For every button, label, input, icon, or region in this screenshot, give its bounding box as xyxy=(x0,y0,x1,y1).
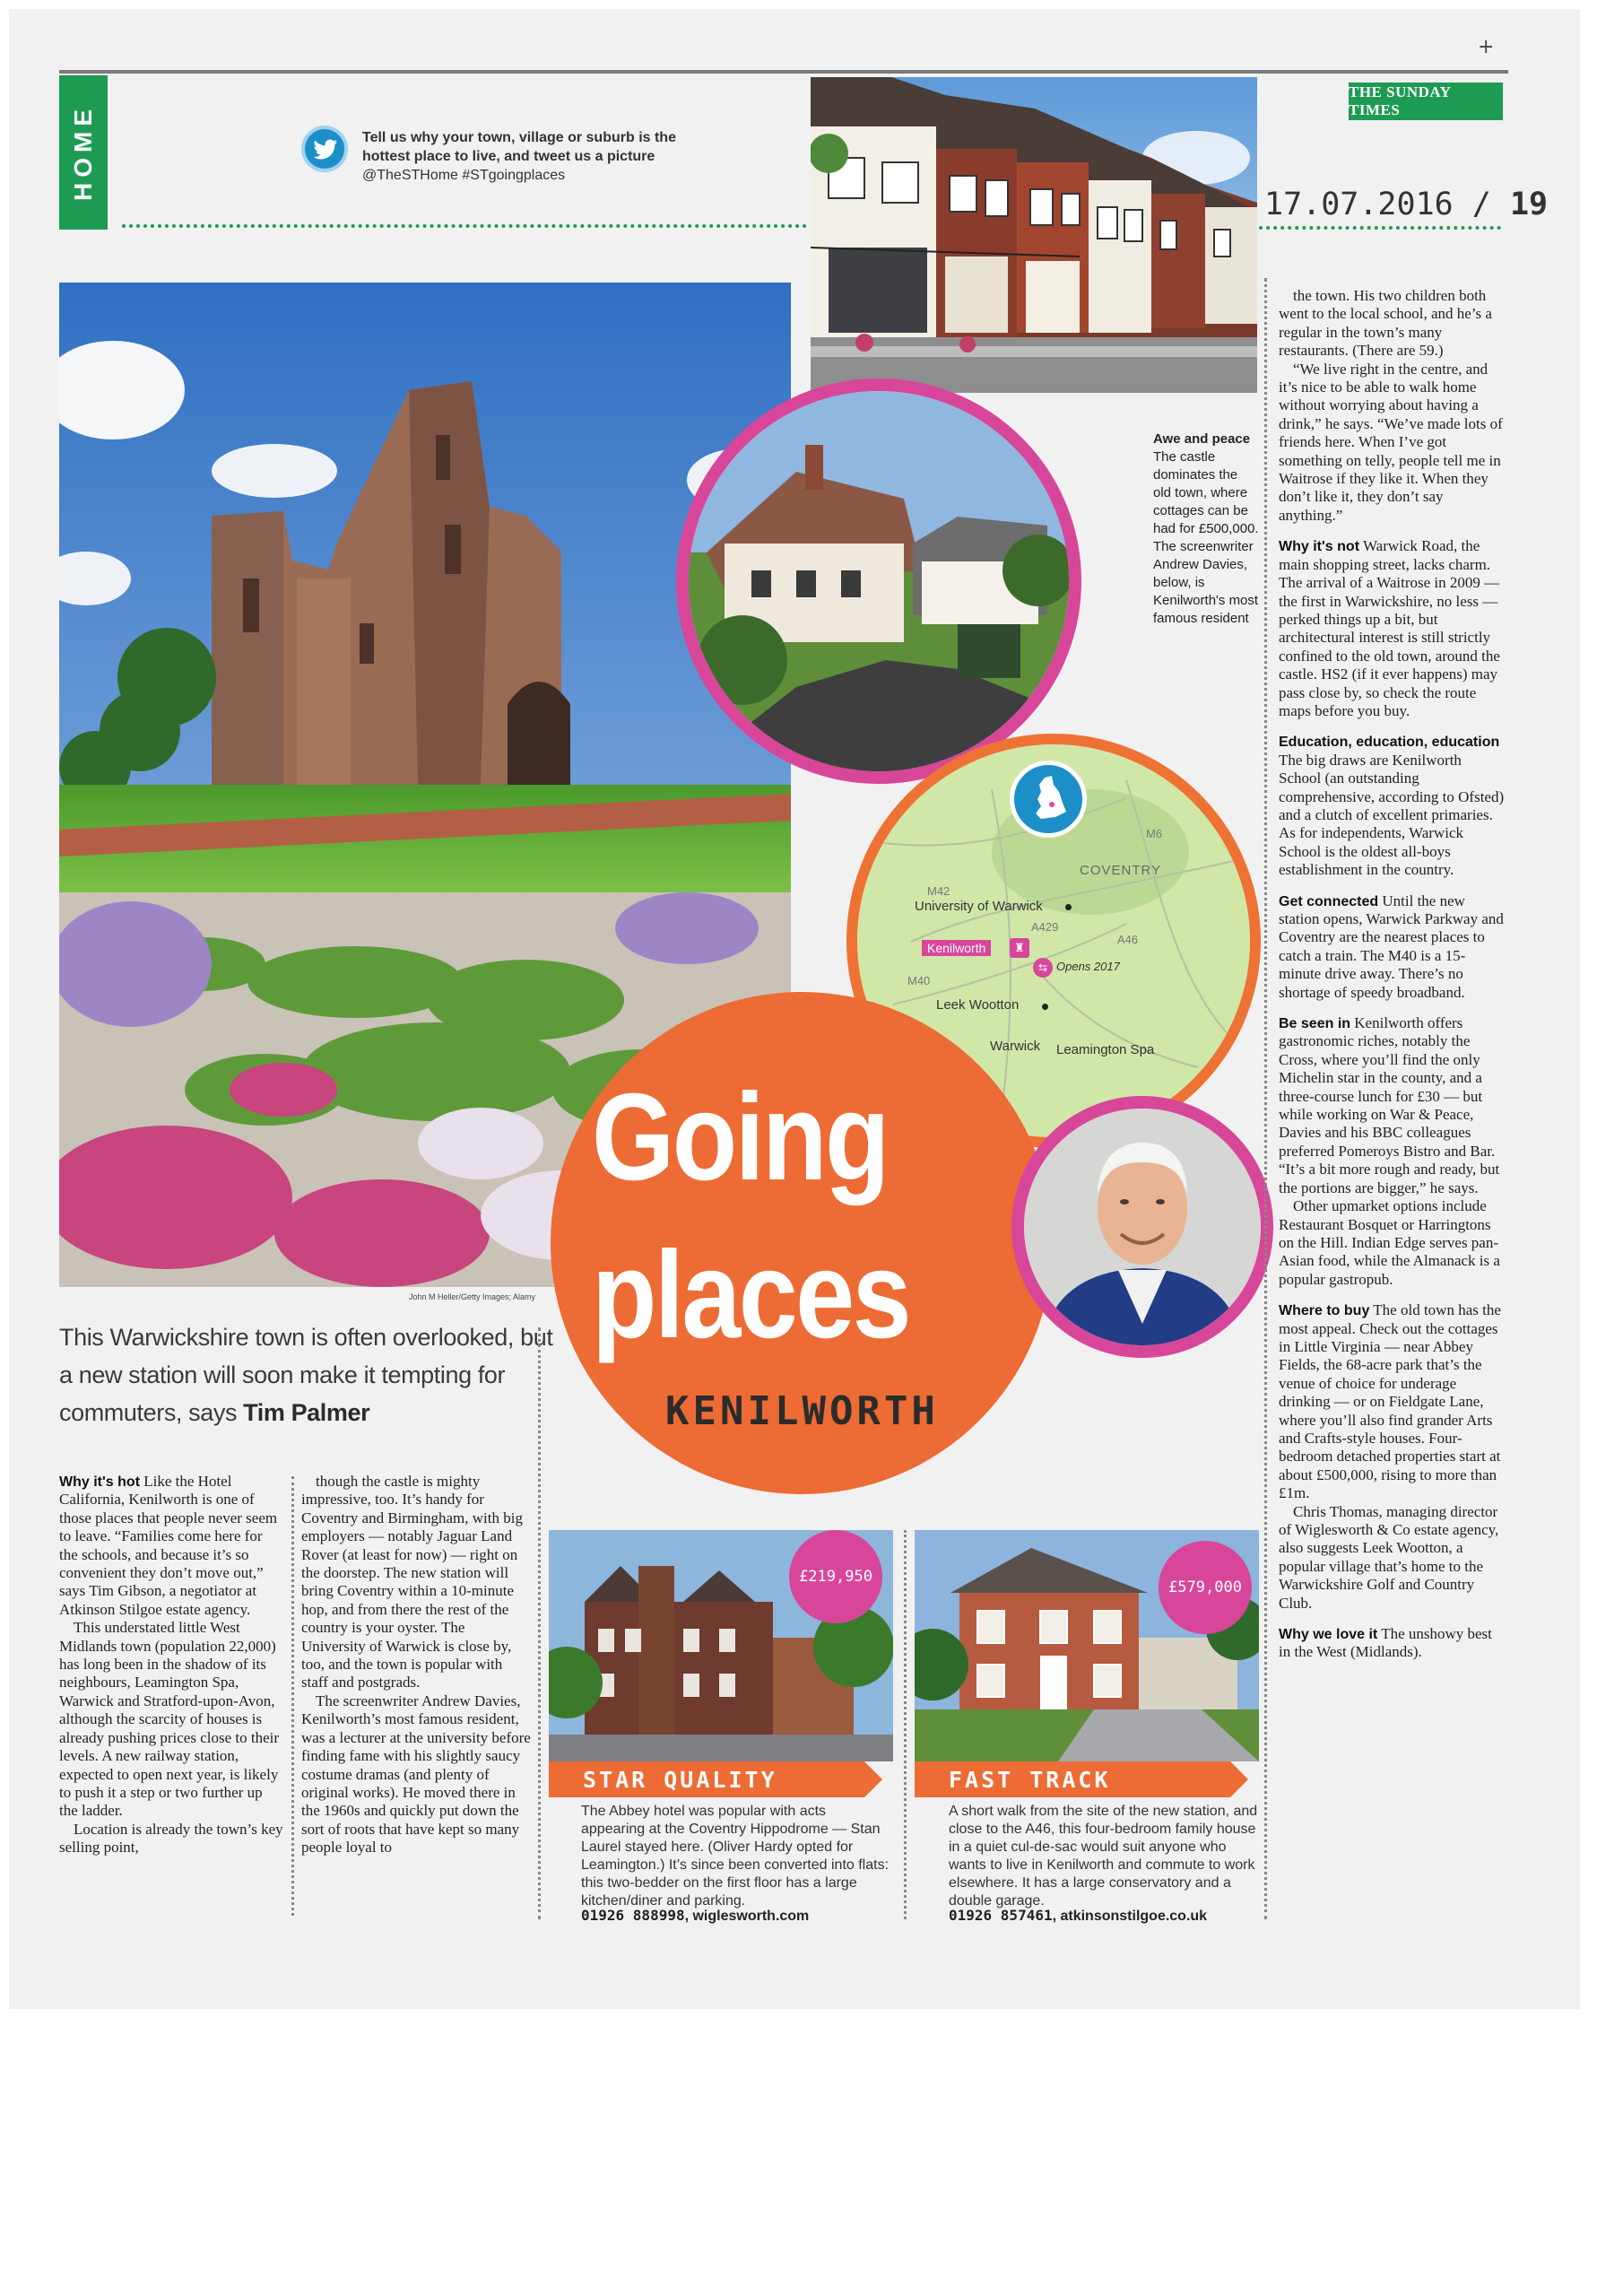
article-column-3 xyxy=(1279,287,1505,1662)
paragraph-label: Why we love it xyxy=(1279,1627,1378,1643)
leek-wootton-dot xyxy=(1042,1004,1048,1010)
paragraph-label: Education, education, education xyxy=(1279,735,1500,751)
map-label-kenilworth: Kenilworth xyxy=(922,940,991,956)
headline xyxy=(592,1058,1013,1374)
street-illustration xyxy=(811,77,1257,393)
uk-locator-icon xyxy=(1010,761,1087,838)
listing-description: A short walk from the site of the new station, and close to the A46, this four-bedroom family house in a quiet cul-de-sac would suit anyone who wants to live in Kenilworth and commute to work elsewhere. It has a large conservatory and a double garage. xyxy=(949,1804,1258,1909)
listing-website[interactable]: wiglesworth.com xyxy=(692,1909,810,1924)
listing-divider xyxy=(904,1530,907,1919)
paragraph-text: Warwick Road, the main shopping street, lacks charm. The arrival of a Waitrose in 2009 — the first in Warwickshire, no less — perked things up a bit, but architectural interest is still strictly confined to the old town, around the castle. HS2 (if it ever happens) may pass close by, so check the route maps before you buy. xyxy=(1279,537,1500,719)
article-paragraph xyxy=(1279,1014,1505,1197)
paragraph-text: The big draws are Kenilworth School (an outstanding comprehensive, according to Ofsted) and a clutch of excellent primaries. As for independents, Warwick School is the oldest all-boys establishment in the country. xyxy=(1279,751,1505,879)
section-tab-label: HOME xyxy=(69,104,97,201)
dotted-rule-right xyxy=(1259,226,1501,230)
listing-phone: 01926 857461 xyxy=(949,1907,1053,1924)
paragraph-text: This understated little West Midlands town (population 22,000) has long been in the shadow of its neighbours, Leamington Spa, Warwick and Stratford-upon-Avon, although the scarcity of houses is already pushing prices close to their levels. A new railway station, expected to open next year, is likely to push it a step or two further up the ladder. xyxy=(59,1619,280,1820)
byline: Tim Palmer xyxy=(243,1399,370,1426)
paragraph-label: Why it's not xyxy=(1279,539,1360,555)
listing-phone: 01926 888998 xyxy=(581,1907,685,1924)
photo-credit: John M Heller/Getty Images; Alamy xyxy=(409,1292,536,1301)
issue-separator: / xyxy=(1471,187,1491,222)
dotted-rule-left xyxy=(122,224,807,228)
uk-outline xyxy=(1014,765,1082,833)
railway-icon: ⇆ xyxy=(1033,958,1053,978)
article-paragraph xyxy=(1279,537,1505,720)
listing-contact: 01926 857461, atkinsonstilgoe.co.uk xyxy=(949,1907,1208,1924)
portrait-illustration xyxy=(1024,1109,1261,1345)
map-label-leamington: Leamington Spa xyxy=(1056,1042,1155,1057)
article-paragraph xyxy=(1279,1197,1505,1289)
caption-title: Awe and peace xyxy=(1153,431,1251,447)
paragraph-text: “We live right in the centre, and it’s nice to be able to walk home without worrying about having a drink,” he says. “We’ve made lots of friends here. When I’ve got something on telly, people tell me in Waitrose if they like it. When they don’t like it, they don’t say anything.” xyxy=(1279,360,1503,524)
article-paragraph xyxy=(1279,1625,1505,1662)
cottage-illustration xyxy=(689,391,1069,771)
paragraph-text: though the castle is mighty impressive, too. It’s handy for Coventry and Birmingham, with big employers — notably Jaguar Land Rover (at least for now) — right on the doorstep. The new station will bring Coventry within a 10-minute hop, and from there the rest of the country is your oyster. The University of Warwick is close by, too, and the town is popular with staff and postgrads. xyxy=(301,1473,523,1692)
photo-caption xyxy=(1153,430,1259,628)
headline-place: KENILWORTH xyxy=(665,1388,939,1434)
article-paragraph xyxy=(301,1692,531,1857)
column-divider-2 xyxy=(538,1327,541,1919)
tweet-prompt xyxy=(362,128,811,185)
street-photo xyxy=(811,77,1257,393)
article-paragraph xyxy=(59,1619,283,1820)
standfirst xyxy=(59,1318,561,1431)
paragraph-text: The old town has the most appeal. Check out the cottages in Little Virginia — near Abbey Fields, the 68-acre park that’s the venue of choice for underage drinking — or on Fieldgate Lane, where you’ll also find grander Arts and Crafts-style houses. Four-bedroom detached properties start at about £500,000, rising to more than £1m. xyxy=(1279,1301,1501,1502)
castle-icon: ♜ xyxy=(1010,938,1029,958)
paragraph-text: the town. His two children both went to the local school, and he’s a regular in the town’s many restaurants. (There are 59.) xyxy=(1279,287,1492,360)
listing-title-banner: FAST TRACK xyxy=(915,1761,1230,1797)
paragraph-text: Chris Thomas, managing director of Wiglesworth & Co estate agency, also suggests Leek Wootton, a popular village that’s home to the Warwickshire Golf and Country Club. xyxy=(1279,1502,1499,1612)
article-paragraph xyxy=(1279,892,1505,1002)
cottage-photo xyxy=(676,378,1081,784)
paragraph-text: Location is already the town’s key selling point, xyxy=(59,1820,283,1857)
road-m42: M42 xyxy=(927,884,950,898)
listing-price-badge: £579,000 xyxy=(1159,1541,1252,1634)
listing-contact: 01926 888998, wiglesworth.com xyxy=(581,1907,810,1924)
map-label-station: Opens 2017 xyxy=(1056,960,1120,973)
paragraph-label: Why it's hot xyxy=(59,1474,141,1490)
map-label-warwick: Warwick xyxy=(990,1039,1041,1054)
article-column-1 xyxy=(59,1473,283,1857)
caption-text: The castle dominates the old town, where cottages can be had for £500,000. The screenwriter Andrew Davies, below, is Kenilworth's most famous resident xyxy=(1153,449,1259,626)
map-label-leek-wootton: Leek Wootton xyxy=(936,997,1020,1013)
paragraph-text: The unshowy best in the West (Midlands). xyxy=(1279,1625,1492,1661)
map-label-university: University of Warwick xyxy=(915,899,1043,914)
paragraph-text: Until the new station opens, Warwick Parkway and Coventry are the nearest places to catch a train. The M40 is a 15-minute drive away. There’s no shortage of speedy broadband. xyxy=(1279,891,1504,1001)
page-number: 19 xyxy=(1509,187,1549,222)
article-paragraph xyxy=(1279,733,1505,879)
article-column-2 xyxy=(301,1473,531,1857)
article-paragraph xyxy=(59,1473,283,1619)
listing-title-banner: STAR QUALITY xyxy=(549,1761,864,1797)
headline-line-2: places xyxy=(592,1226,910,1364)
article-paragraph xyxy=(1279,1503,1505,1613)
article-paragraph xyxy=(1279,361,1505,526)
road-a429: A429 xyxy=(1031,920,1059,934)
paragraph-label: Be seen in xyxy=(1279,1016,1351,1032)
paragraph-label: Get connected xyxy=(1279,893,1379,909)
tweet-line-2: hottest place to live, and tweet us a picture xyxy=(362,149,655,164)
article-paragraph xyxy=(301,1473,531,1692)
tweet-line-1: Tell us why your town, village or suburb is the xyxy=(362,130,676,145)
listing-price-badge: £219,950 xyxy=(789,1530,882,1623)
section-tab xyxy=(59,75,108,230)
twitter-bird-icon xyxy=(301,126,348,172)
paragraph-text: The screenwriter Andrew Davies, Kenilworth’s most famous resident, was a lecturer at the university before finding fame with his slightly saucy costume dramas (and plenty of original works). He moved there in the 1960s and quickly put down the sort of roots that have kept so many people loyal to xyxy=(301,1692,531,1857)
paragraph-text: Other upmarket options include Restaurant Bosquet or Harringtons on the Hill. Indian Edge serves pan-Asian food, while the Almanack is a popular gastropub. xyxy=(1279,1197,1500,1288)
registration-mark: + xyxy=(1478,36,1495,58)
map-label-coventry: COVENTRY xyxy=(1080,863,1162,878)
tweet-handle: @TheSTHome #STgoingplaces xyxy=(362,168,566,183)
road-m40: M40 xyxy=(907,974,931,987)
article-paragraph xyxy=(1279,287,1505,361)
road-a46: A46 xyxy=(1117,933,1139,946)
masthead: THE SUNDAY TIMES xyxy=(1349,83,1503,120)
article-paragraph xyxy=(1279,1301,1505,1502)
issue-date xyxy=(1264,187,1548,222)
portrait-photo xyxy=(1011,1096,1273,1358)
headline-line-1: Going xyxy=(592,1068,888,1206)
top-rule xyxy=(59,70,1508,74)
university-dot xyxy=(1065,904,1072,910)
column-divider-3 xyxy=(1264,278,1267,1919)
paragraph-text: Kenilworth offers gastronomic riches, notably the Cross, where you’ll find the only Michelin star in the county, and a three-course lunch for £30 — but while working on War & Peace, Davies and his BBC colleagues preferred Pomeroys Bistro and Bar. “It’s a bit more rough and ready, but the portions are bigger,” he says. xyxy=(1279,1014,1500,1196)
bird-glyph xyxy=(313,139,338,161)
paragraph-text: Like the Hotel California, Kenilworth is one of those places that people never seem to leave. “Families come here for the schools, and because it’s so convenient they don’t move out,” says Tim Gibson, a negotiator at Atkinson Stilgoe estate agency. xyxy=(59,1473,278,1618)
listing-description: The Abbey hotel was popular with acts appearing at the Coventry Hippodrome — Stan Laurel stayed here. (Oliver Hardy opted for Leamington.) It’s since been converted into flats: this two-bedder on the first floor has a large kitchen/diner and parking. xyxy=(581,1804,890,1909)
paragraph-label: Where to buy xyxy=(1279,1303,1370,1319)
column-divider-1 xyxy=(291,1476,294,1916)
issue-date-text: 17.07.2016 xyxy=(1264,187,1454,222)
standfirst-text: This Warwickshire town is often overlooked, but a new station will soon make it tempting for commuters, says xyxy=(59,1324,553,1426)
road-m6: M6 xyxy=(1146,827,1163,840)
article-paragraph xyxy=(59,1821,283,1857)
listing-website[interactable]: atkinsonstilgoe.co.uk xyxy=(1060,1909,1208,1924)
